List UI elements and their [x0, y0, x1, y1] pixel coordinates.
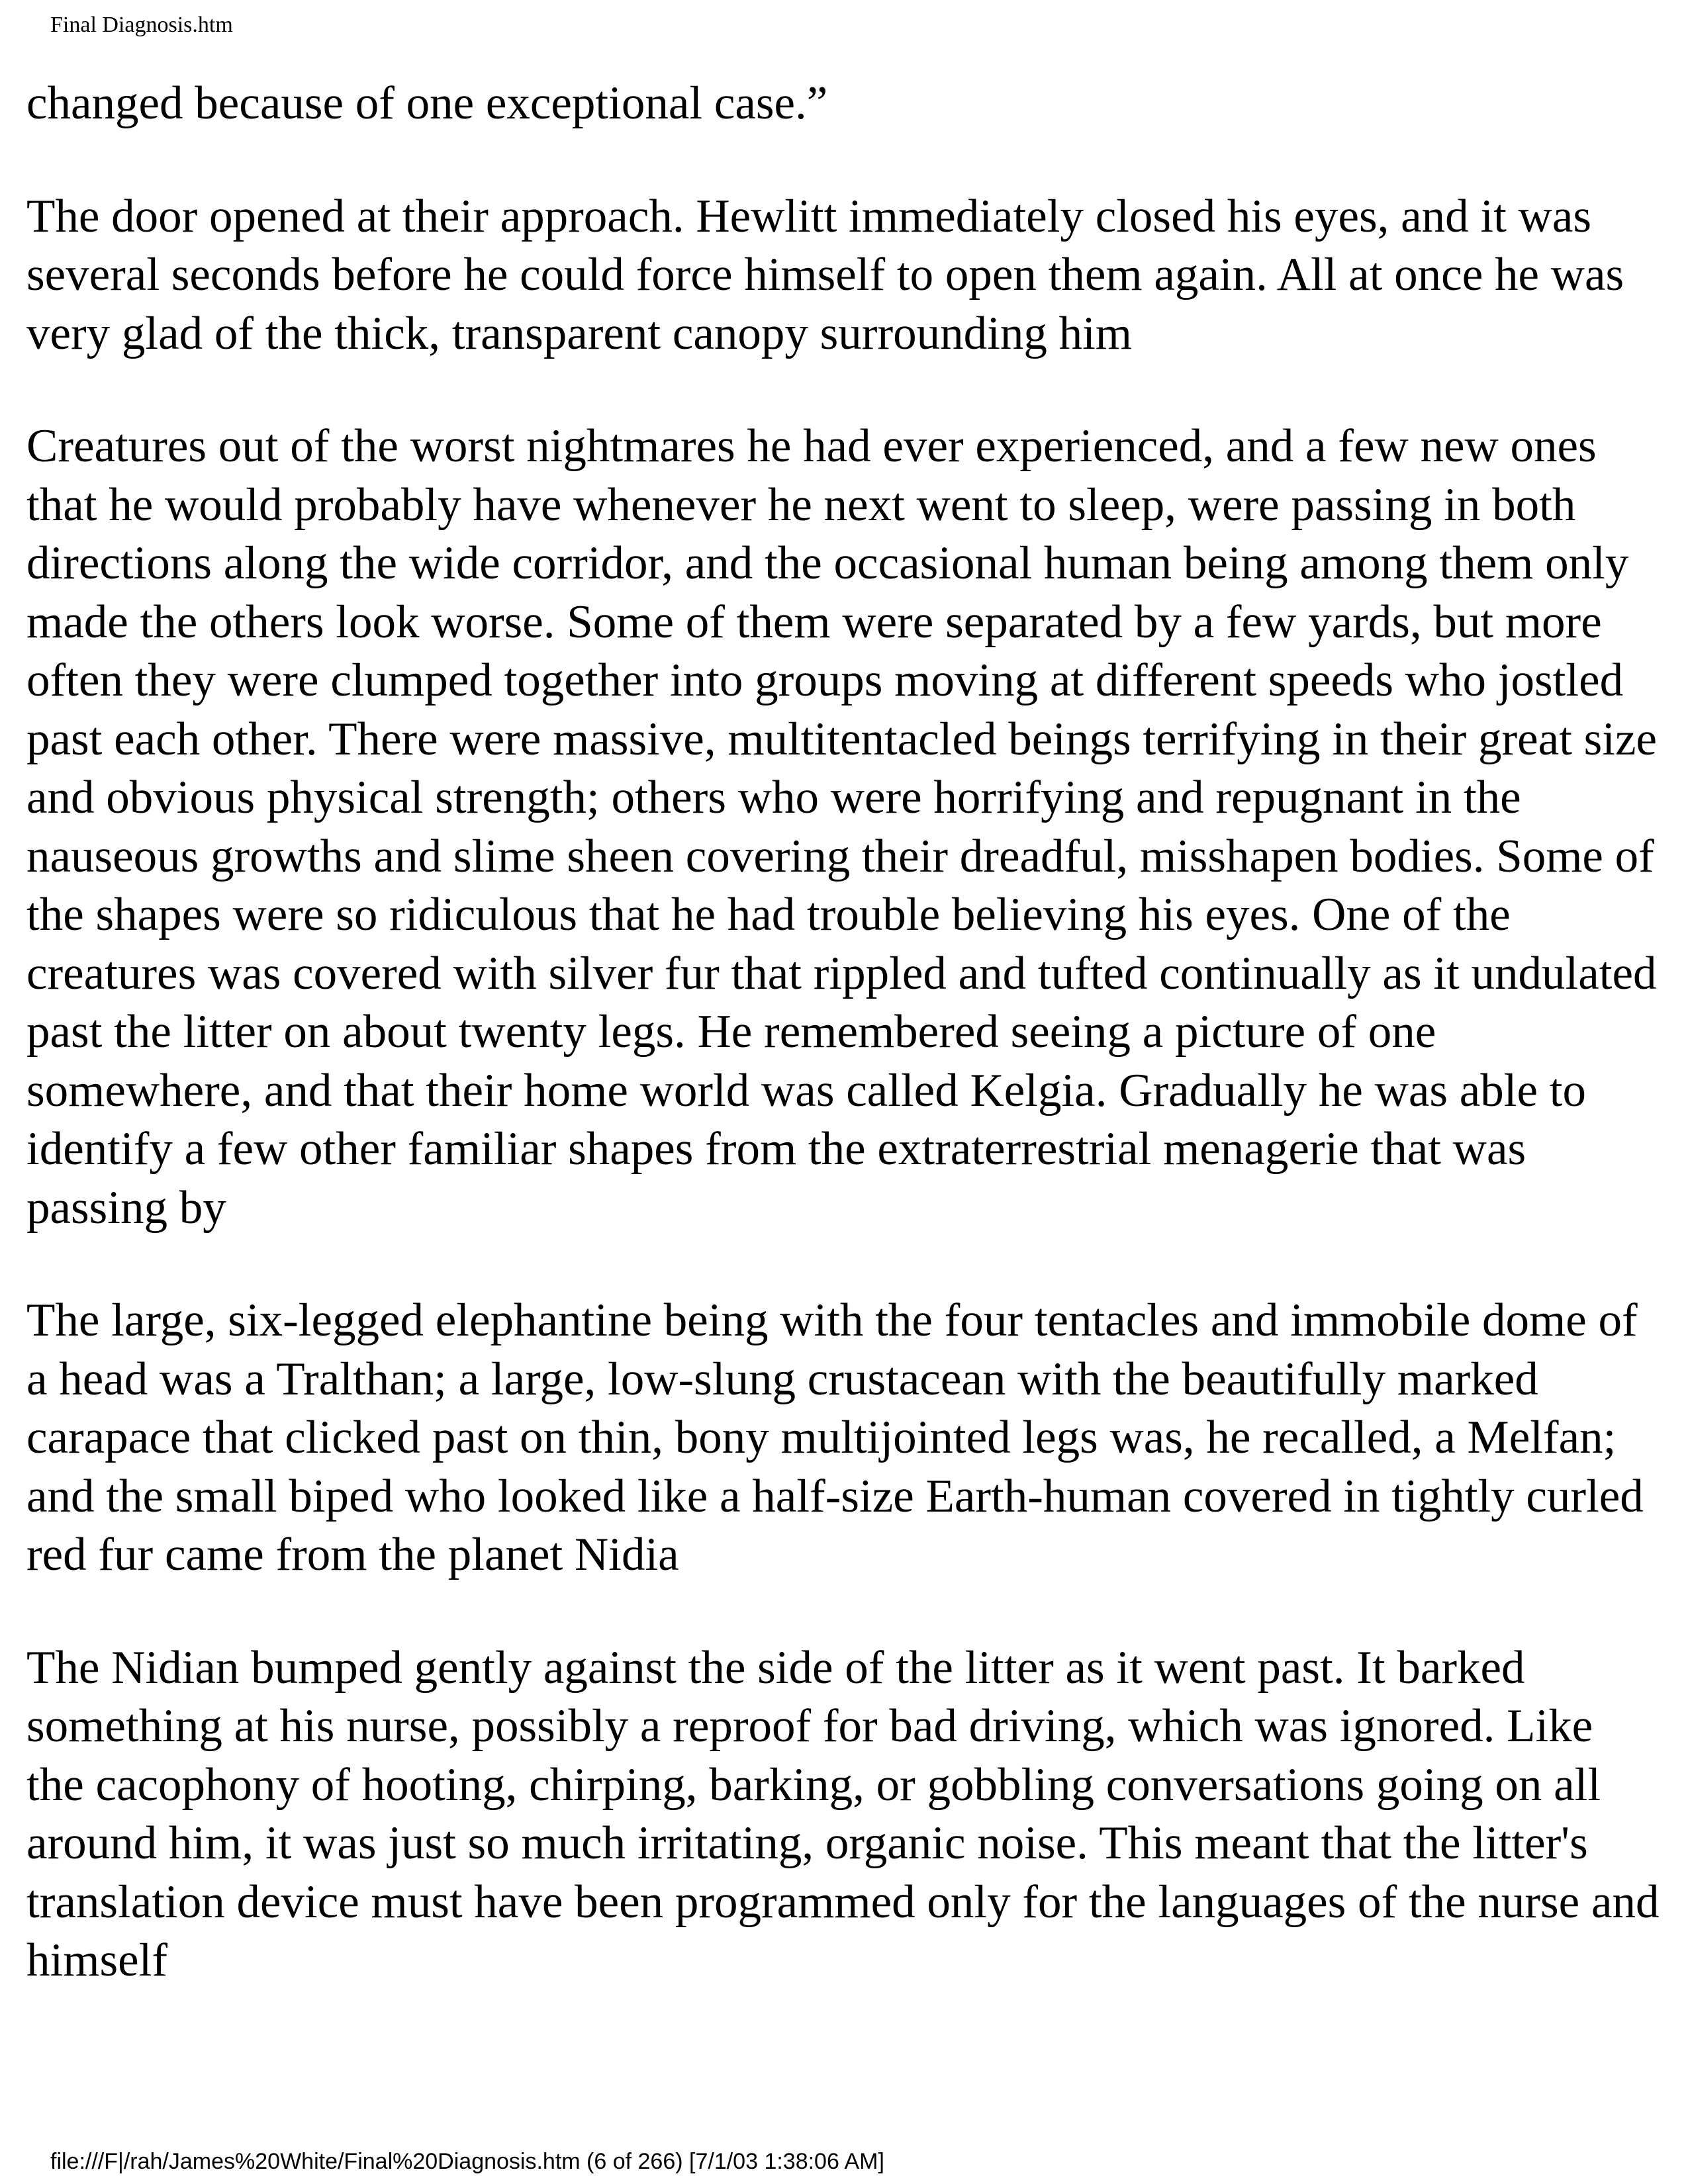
document-body — [26, 74, 1662, 2044]
paragraph: The Nidian bumped gently against the side of the litter as it went past. It barked something at his nurse, possibly a reproof for bad driving, which was ignored. Like the cacophony of hooting, chirping, barking, or gobbling conversations going on all around him, it was just so much irritating, organic noise. This meant that the litter's translation device must have been programmed only for the languages of the nurse and himself — [26, 1641, 1660, 1986]
paragraph: changed because of one exceptional case.” — [26, 77, 828, 129]
page-footer-url: file:///F|/rah/James%20White/Final%20Diagnosis.htm (6 of 266) [7/1/03 1:38:06 AM] — [50, 2149, 884, 2174]
paragraph: The door opened at their approach. Hewlitt immediately closed his eyes, and it was several seconds before he could force himself to open them again. All at once he was very glad of the thick, transparent canopy surrounding him — [26, 190, 1624, 359]
page-header-title: Final Diagnosis.htm — [50, 13, 233, 37]
paragraph: Creatures out of the worst nightmares he had ever experienced, and a few new ones that he would probably have whenever he next went to sleep, were passing in both directions along the wide corridor, and the occasional human being among them only made the others look worse. Some of them were separated by a few yards, but more often they were clumped together into groups moving at different speeds who jostled past each other. There were massive, multitentacled beings terrifying in their great size and obvious physical strength; others who were horrifying and repugnant in the nauseous growths and slime sheen covering their dreadful, misshapen bodies. Some of the shapes were so ridiculous that he had trouble believing his eyes. One of the creatures was covered with silver fur that rippled and tufted continually as it undulated past the litter on about twenty legs. He remembered seeing a picture of one somewhere, and that their home world was called Kelgia. Gradually he was able to identify a few other familiar shapes from the extraterrestrial menagerie that was passing by — [26, 420, 1658, 1234]
paragraph: The large, six-legged elephantine being with the four tentacles and immobile dome of a head was a Tralthan; a large, low-slung crustacean with the beautifully marked carapace that clicked past on thin, bony multijointed legs was, he recalled, a Melfan; and the small biped who looked like a half-size Earth-human covered in tightly curled red fur came from the planet Nidia — [26, 1295, 1644, 1580]
